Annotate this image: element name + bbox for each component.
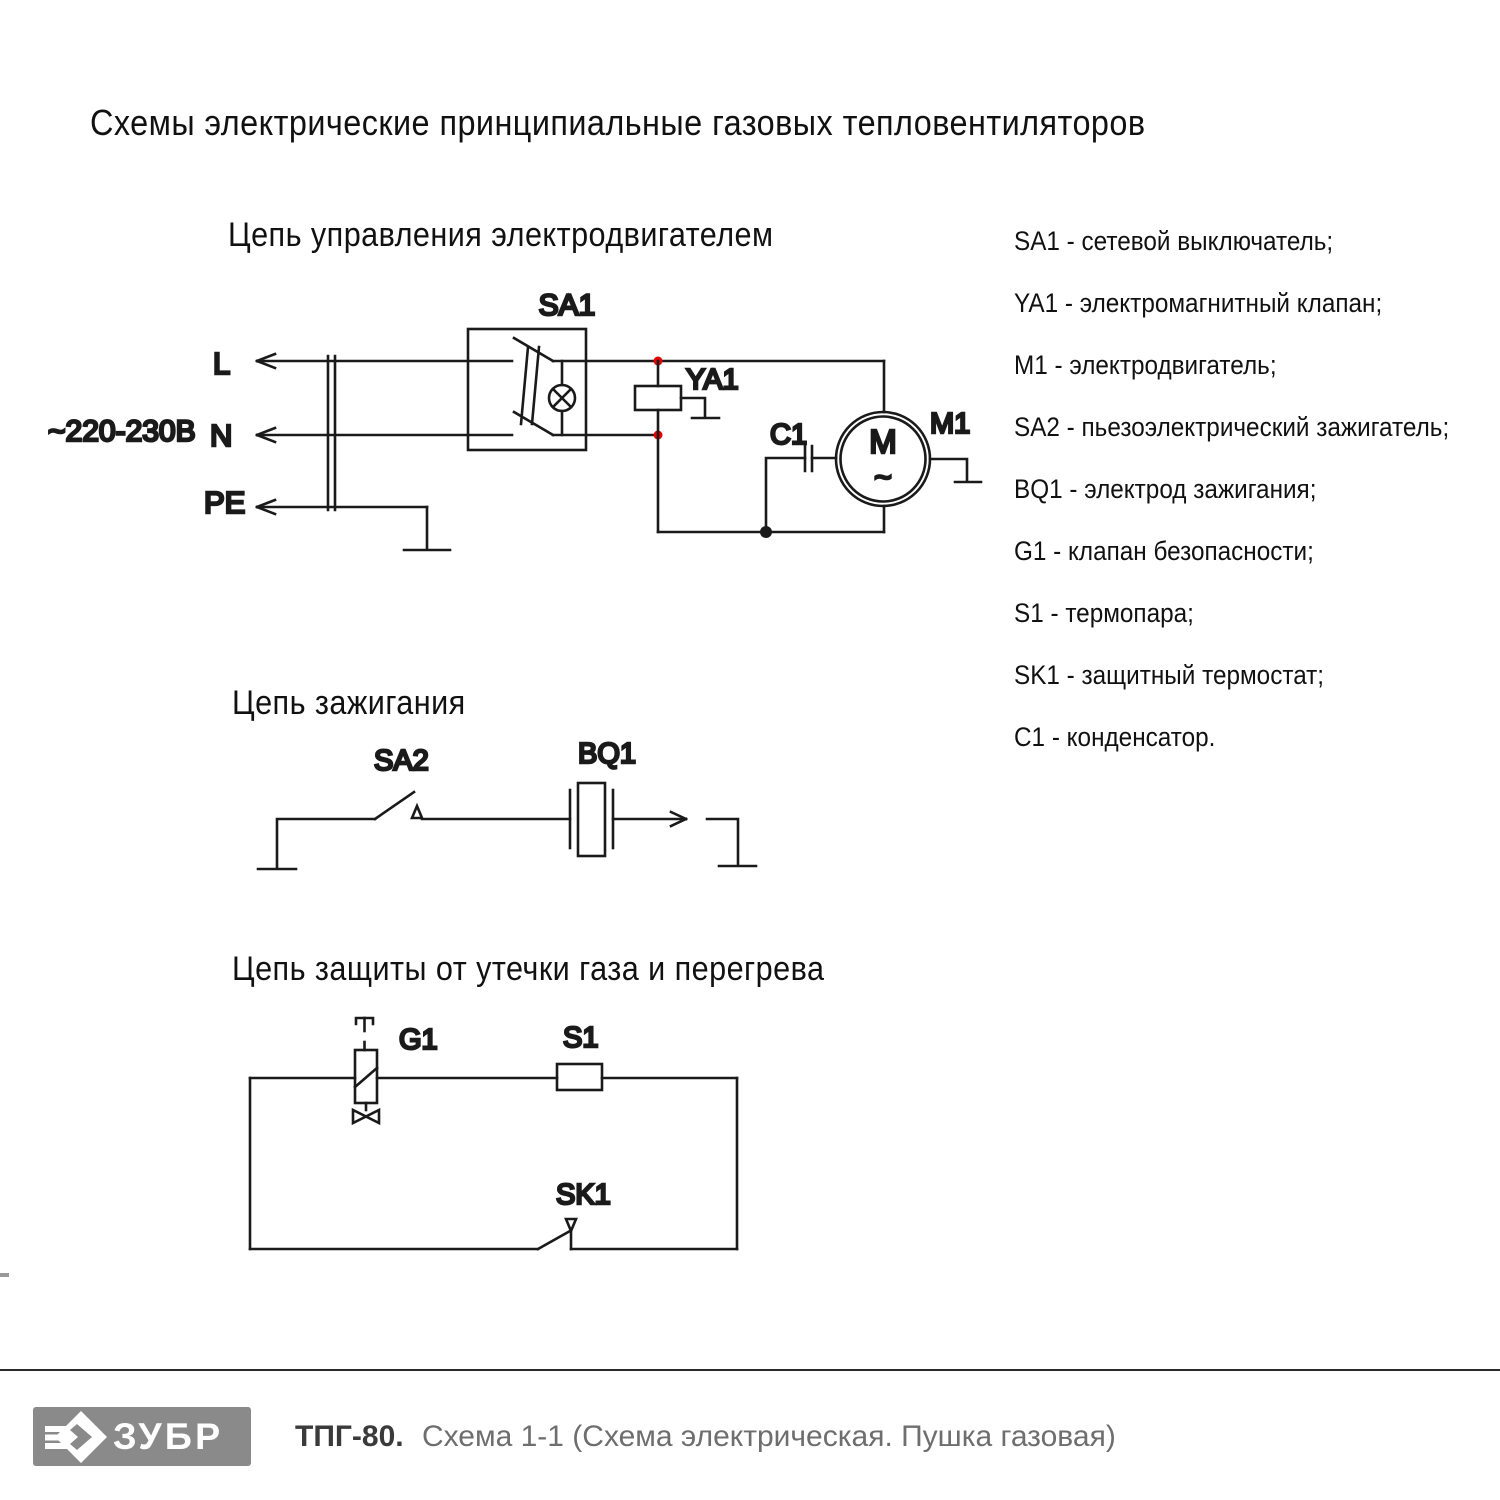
legend-item-ya1: YA1 - электромагнитный клапан;: [1014, 288, 1383, 318]
sa2-label: SA2: [374, 745, 429, 777]
section-title-ignition: Цепь зажигания: [232, 684, 466, 722]
ya1-label: YA1: [686, 364, 739, 396]
sa1-switch-symbol: [468, 329, 884, 450]
legend-item-bq1: BQ1 - электрод зажигания;: [1014, 474, 1317, 504]
legend: [1014, 228, 1449, 786]
sk1-label: SK1: [556, 1179, 611, 1211]
motor-m-glyph: M: [869, 423, 897, 460]
legend-item-c1: C1 - конденсатор.: [1014, 722, 1216, 752]
legend-item-sa1: SA1 - сетевой выключатель;: [1014, 226, 1334, 256]
sk1-thermostat-symbol: [538, 1219, 576, 1249]
scheme-caption: Схема 1-1 (Схема электрическая. Пушка газовая): [421, 1420, 1116, 1453]
bq1-electrode-symbol: [570, 783, 756, 866]
legend-item-sk1: SK1 - защитный термостат;: [1014, 660, 1325, 690]
section-title-protection: Цепь защиты от утечки газа и перегрева: [232, 950, 825, 988]
m1-motor-symbol: [836, 361, 981, 532]
s1-label: S1: [563, 1022, 599, 1054]
line-pe-label: PE: [204, 485, 246, 520]
g1-safety-valve-symbol: [353, 1018, 379, 1123]
m1-label: M1: [930, 408, 971, 440]
power-input-lines: [257, 354, 512, 550]
legend-item-g1: G1 - клапан безопасности;: [1014, 536, 1314, 566]
section-title-control: Цепь управления электродвигателем: [228, 216, 774, 254]
bq1-label: BQ1: [578, 738, 637, 770]
c1-label: C1: [770, 419, 808, 451]
legend-item-sa2: SA2 - пьезоэлектрический зажигатель;: [1014, 412, 1450, 442]
zubr-brand-text: ЗУБР: [113, 1416, 224, 1457]
sa2-switch-symbol: [258, 792, 570, 869]
legend-item-m1: M1 - электродвигатель;: [1014, 350, 1277, 380]
line-n-label: N: [210, 418, 233, 453]
motor-ac-glyph: ~: [874, 461, 892, 494]
legend-item-s1: S1 - термопара;: [1014, 598, 1194, 628]
footer-caption: [295, 1420, 1116, 1454]
g1-label: G1: [399, 1024, 438, 1056]
s1-thermocouple-symbol: [557, 1064, 602, 1090]
page-title: Схемы электрические принципиальные газовых тепловентиляторов: [90, 102, 1146, 143]
model-number: ТПГ-80.: [295, 1420, 404, 1453]
junction-dot-black: [760, 526, 772, 538]
footer-divider: [0, 1369, 1500, 1371]
voltage-label: ~220-230В: [48, 415, 196, 448]
page-edge-mark: [0, 1273, 9, 1277]
zubr-brand-icon: [45, 1411, 107, 1463]
sa1-label: SA1: [538, 289, 596, 322]
zubr-logo: [33, 1407, 251, 1466]
protection-loop-wires: [250, 1078, 737, 1249]
line-l-label: L: [213, 346, 231, 381]
